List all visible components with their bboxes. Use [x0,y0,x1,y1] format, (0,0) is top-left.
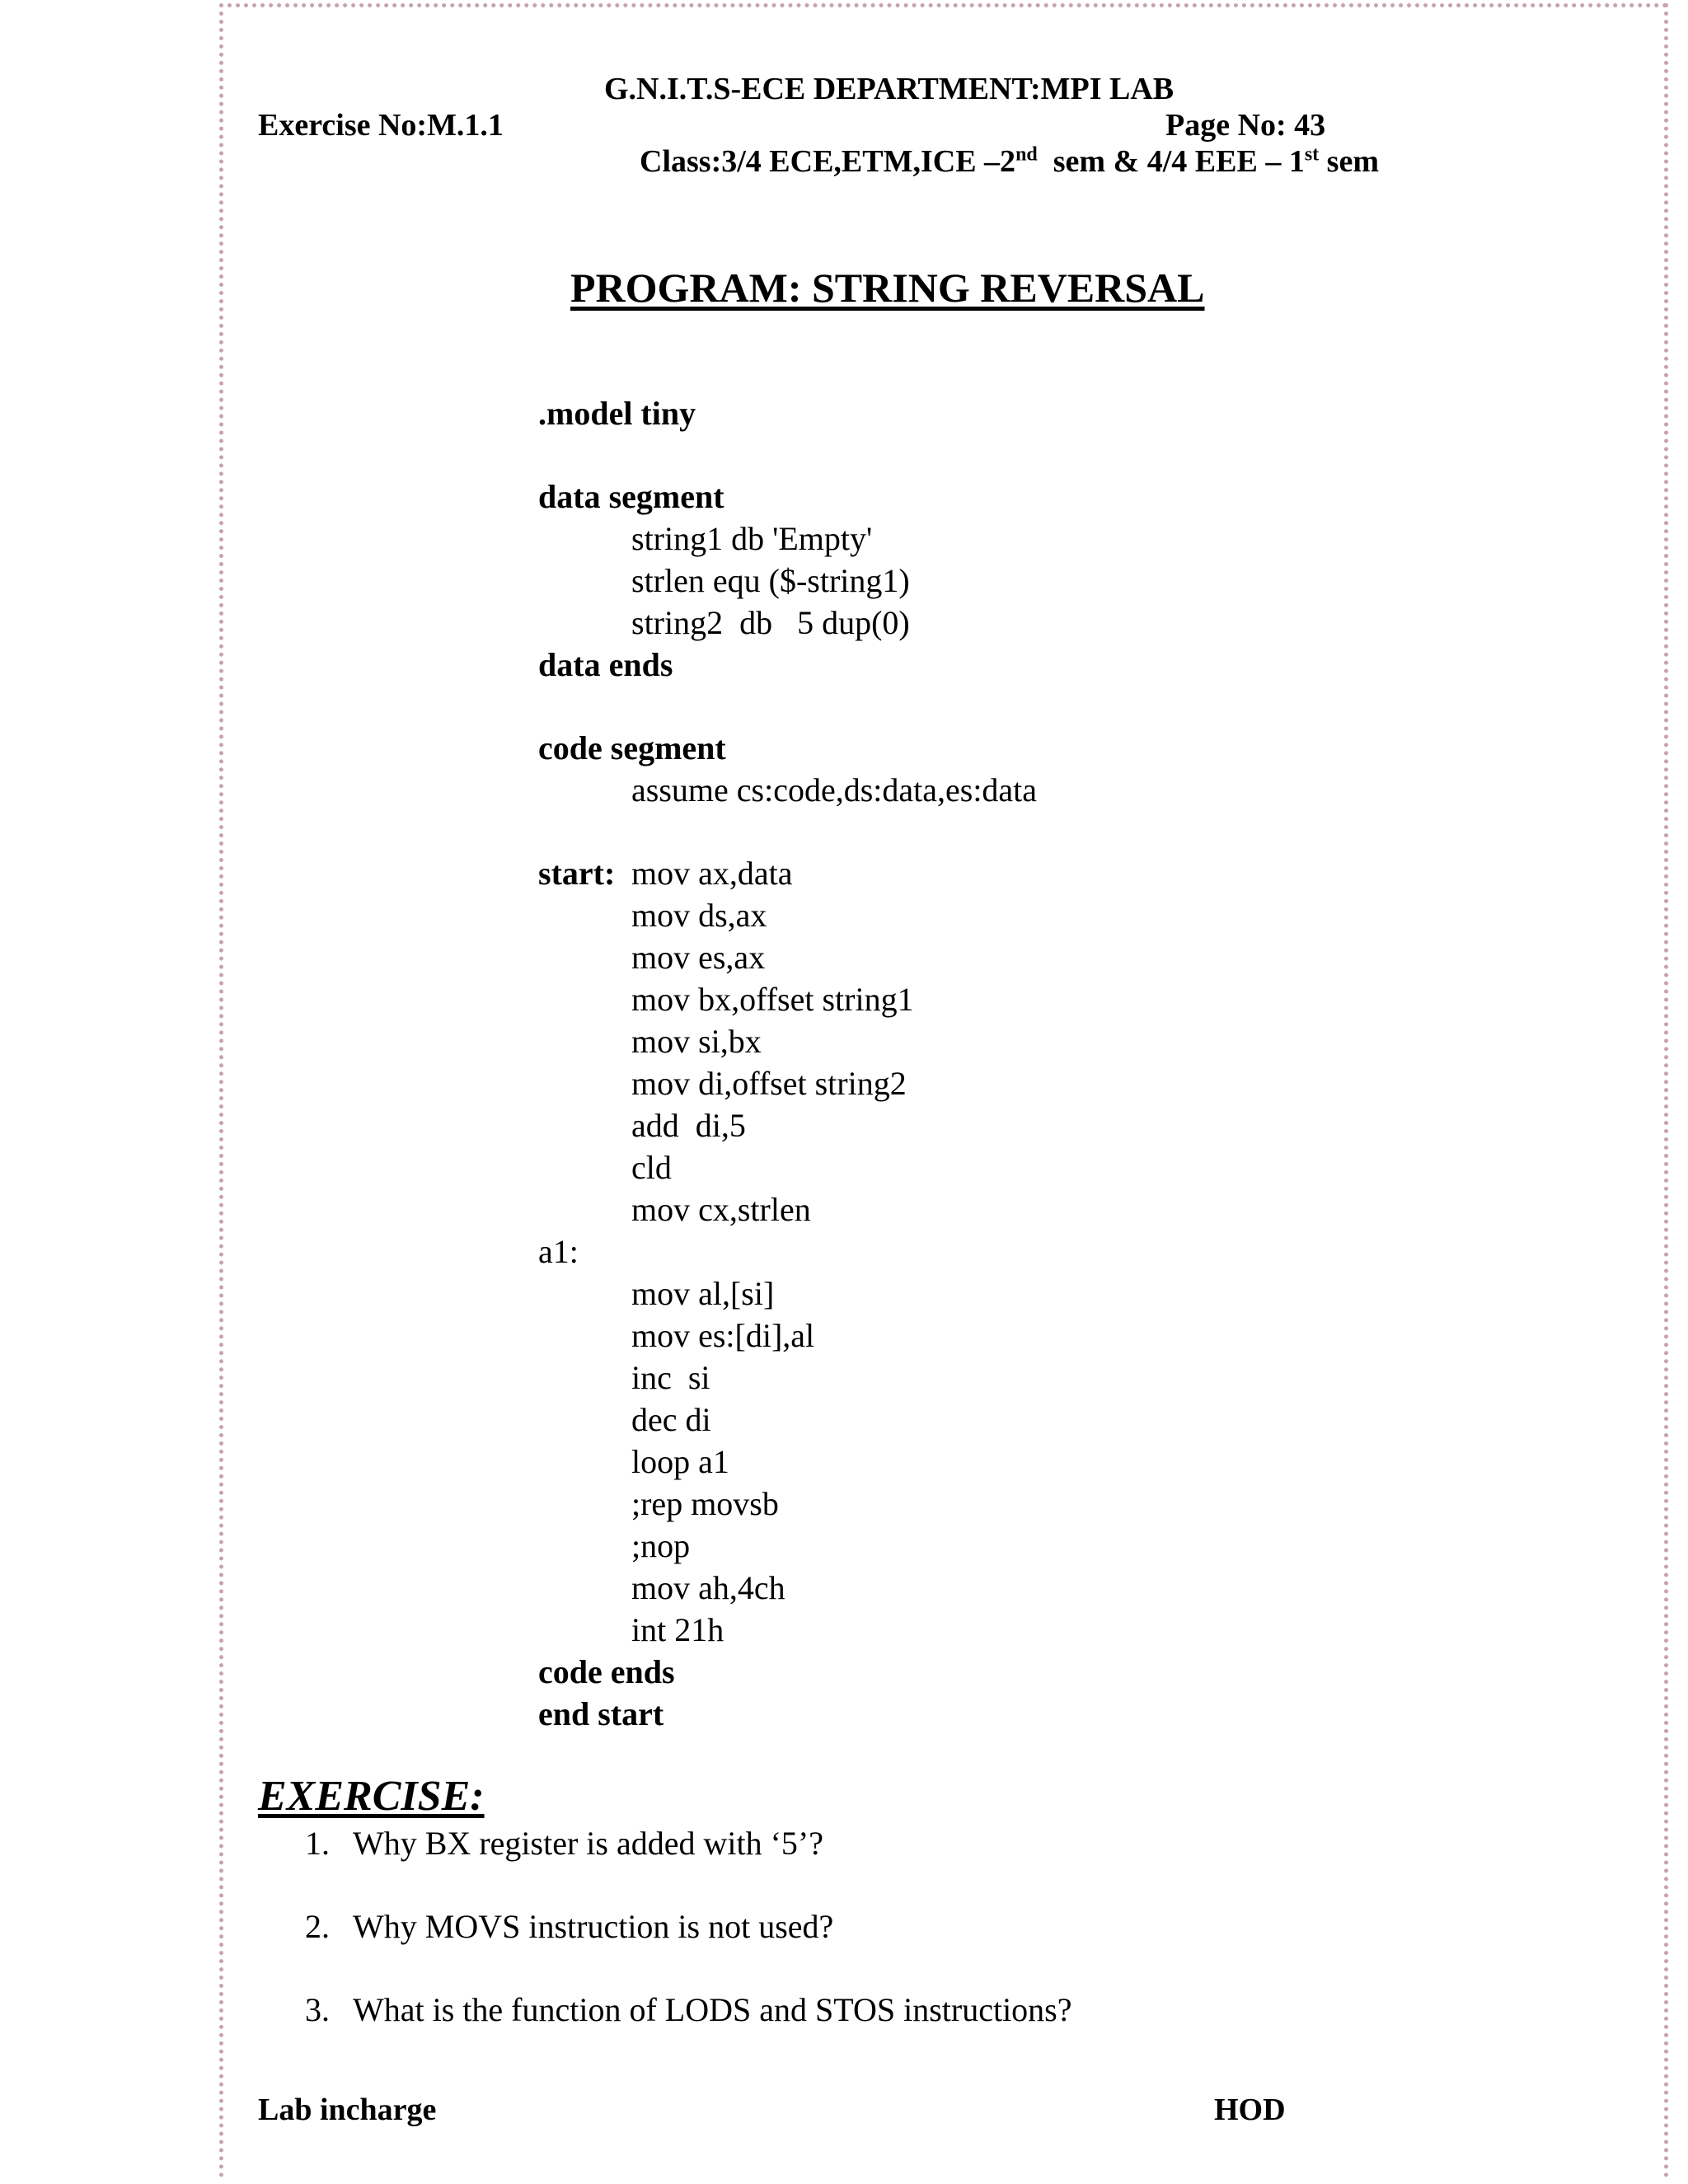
model-directive: .model tiny [538,395,696,432]
code-line: string1 db 'Empty' [631,520,873,557]
code-line: mov ds,ax [631,897,767,934]
program-title: PROGRAM: STRING REVERSAL [570,265,1205,311]
question-number: 1. [305,1825,330,1862]
code-line: int 21h [631,1611,724,1648]
class-mid: sem & 4/4 EEE – 1 [1037,144,1305,179]
code-line: mov ah,4ch [631,1569,785,1606]
code-line: mov al,[si] [631,1275,775,1312]
question-number: 2. [305,1908,330,1945]
code-line: strlen equ ($-string1) [631,562,910,599]
class-prefix: Class:3/4 ECE,ETM,ICE –2 [640,144,1016,179]
loop-label: a1: [538,1233,579,1270]
end-start-keyword: end start [538,1695,664,1732]
class-suffix: sem [1319,144,1379,179]
start-label: start: [538,855,616,892]
code-line: loop a1 [631,1443,729,1480]
exercise-number: Exercise No:M.1.1 [258,108,504,143]
code-line: assume cs:code,ds:data,es:data [631,771,1038,808]
code-line: cld [631,1149,672,1186]
question-text: Why BX register is added with ‘5’? [353,1825,823,1862]
code-segment-keyword: code segment [538,729,726,766]
data-ends-keyword: data ends [538,646,673,683]
question-text: What is the function of LODS and STOS instructions? [353,1991,1072,2028]
code-line: ;nop [631,1527,691,1564]
class-sup-2: st [1304,143,1320,166]
department-heading: G.N.I.T.S-ECE DEPARTMENT:MPI LAB [604,72,1175,106]
code-line: add di,5 [631,1107,746,1144]
exercise-title: EXERCISE: [258,1773,485,1820]
question-text: Why MOVS instruction is not used? [353,1908,834,1945]
question-number: 3. [305,1991,330,2028]
code-line: mov es:[di],al [631,1317,815,1354]
code-line: mov bx,offset string1 [631,981,914,1018]
code-line: mov ax,data [631,855,793,892]
hod-signature: HOD [1214,2093,1286,2127]
code-line: mov di,offset string2 [631,1065,907,1102]
class-sup-1: nd [1015,143,1038,166]
code-line: dec di [631,1401,711,1438]
code-line: mov cx,strlen [631,1191,811,1228]
page-number: Page No: 43 [1165,108,1326,143]
code-line: mov es,ax [631,939,766,976]
code-line: inc si [631,1359,710,1396]
code-line: mov si,bx [631,1023,762,1060]
data-segment-keyword: data segment [538,478,724,515]
class-line [640,143,1379,180]
code-line: ;rep movsb [631,1485,779,1522]
code-ends-keyword: code ends [538,1653,675,1690]
lab-incharge-signature: Lab incharge [258,2093,437,2127]
code-line: string2 db 5 dup(0) [631,604,910,641]
